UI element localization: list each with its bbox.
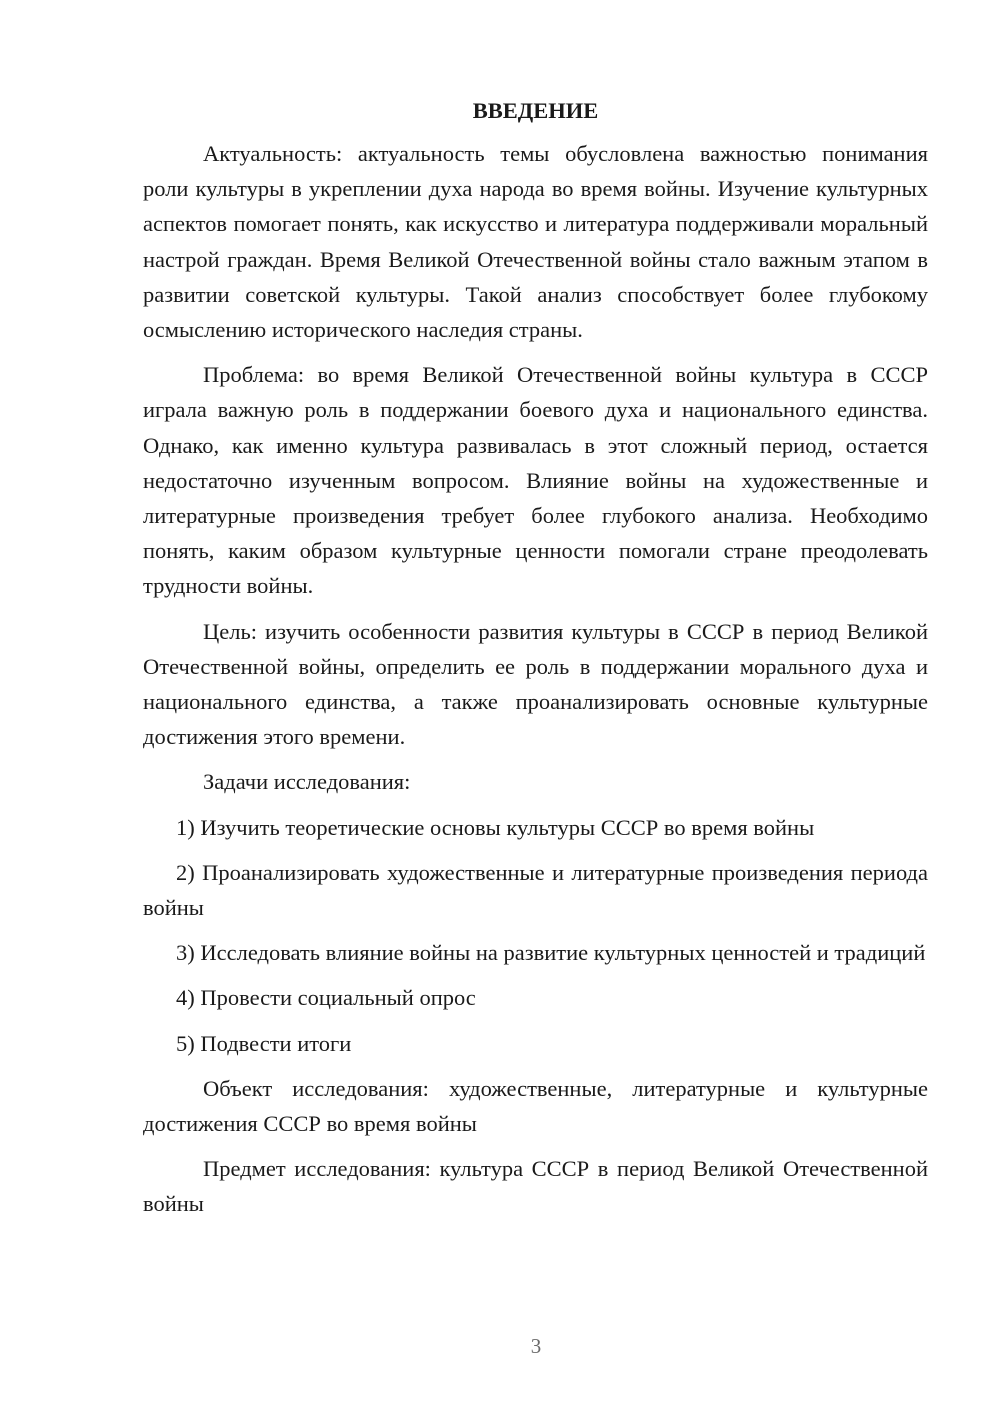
page-number: 3	[530, 1334, 542, 1358]
task-item: 3) Исследовать влияние войны на развитие культурных ценностей и традиций	[176, 940, 926, 966]
relevance-paragraph: Актуальность: актуальность темы обусловлена важностью понимания роли культуры в укреплении духа народа во время войны. Изучение культурных аспектов помогает понять, как искусство и литература поддерживали моральный настрой граждан. Время Великой Отечественной войны стало важным этапом в развитии советской культуры. Такой анализ способствует более глубокому осмыслению исторического наследия страны.	[143, 141, 928, 343]
section-heading: ВВЕДЕНИЕ	[472, 98, 599, 123]
problem-paragraph: Проблема: во время Великой Отечественной войны культура в СССР играла важную роль в поддержании боевого духа и национального единства. Однако, как именно культура развивалась в этот сложный период, остается недостаточно изученным вопросом. Влияние войны на художественные и литературные произведения требует более глубокого анализа. Необходимо понять, каким образом культурные ценности помогали стране преодолевать трудности войны.	[143, 362, 928, 599]
task-item: 4) Провести социальный опрос	[176, 985, 476, 1011]
tasks-intro: Задачи исследования:	[203, 769, 411, 795]
object-paragraph: Объект исследования: художественные, литературные и культурные достижения СССР во время войны	[143, 1075, 928, 1137]
task-item: 5) Подвести итоги	[176, 1030, 352, 1056]
task-item: 1) Изучить теоретические основы культуры СССР во время войны	[176, 814, 815, 840]
goal-paragraph: Цель: изучить особенности развития культуры в СССР в период Великой Отечественной войны, определить ее роль в поддержании морального духа и национального единства, а также проанализировать основные культурные достижения этого времени.	[143, 618, 928, 750]
page-content	[143, 96, 928, 1232]
subject-paragraph: Предмет исследования: культура СССР в период Великой Отечественной войны	[143, 1156, 928, 1217]
task-item: 2) Проанализировать художественные и литературные произведения периода войны	[143, 859, 928, 921]
